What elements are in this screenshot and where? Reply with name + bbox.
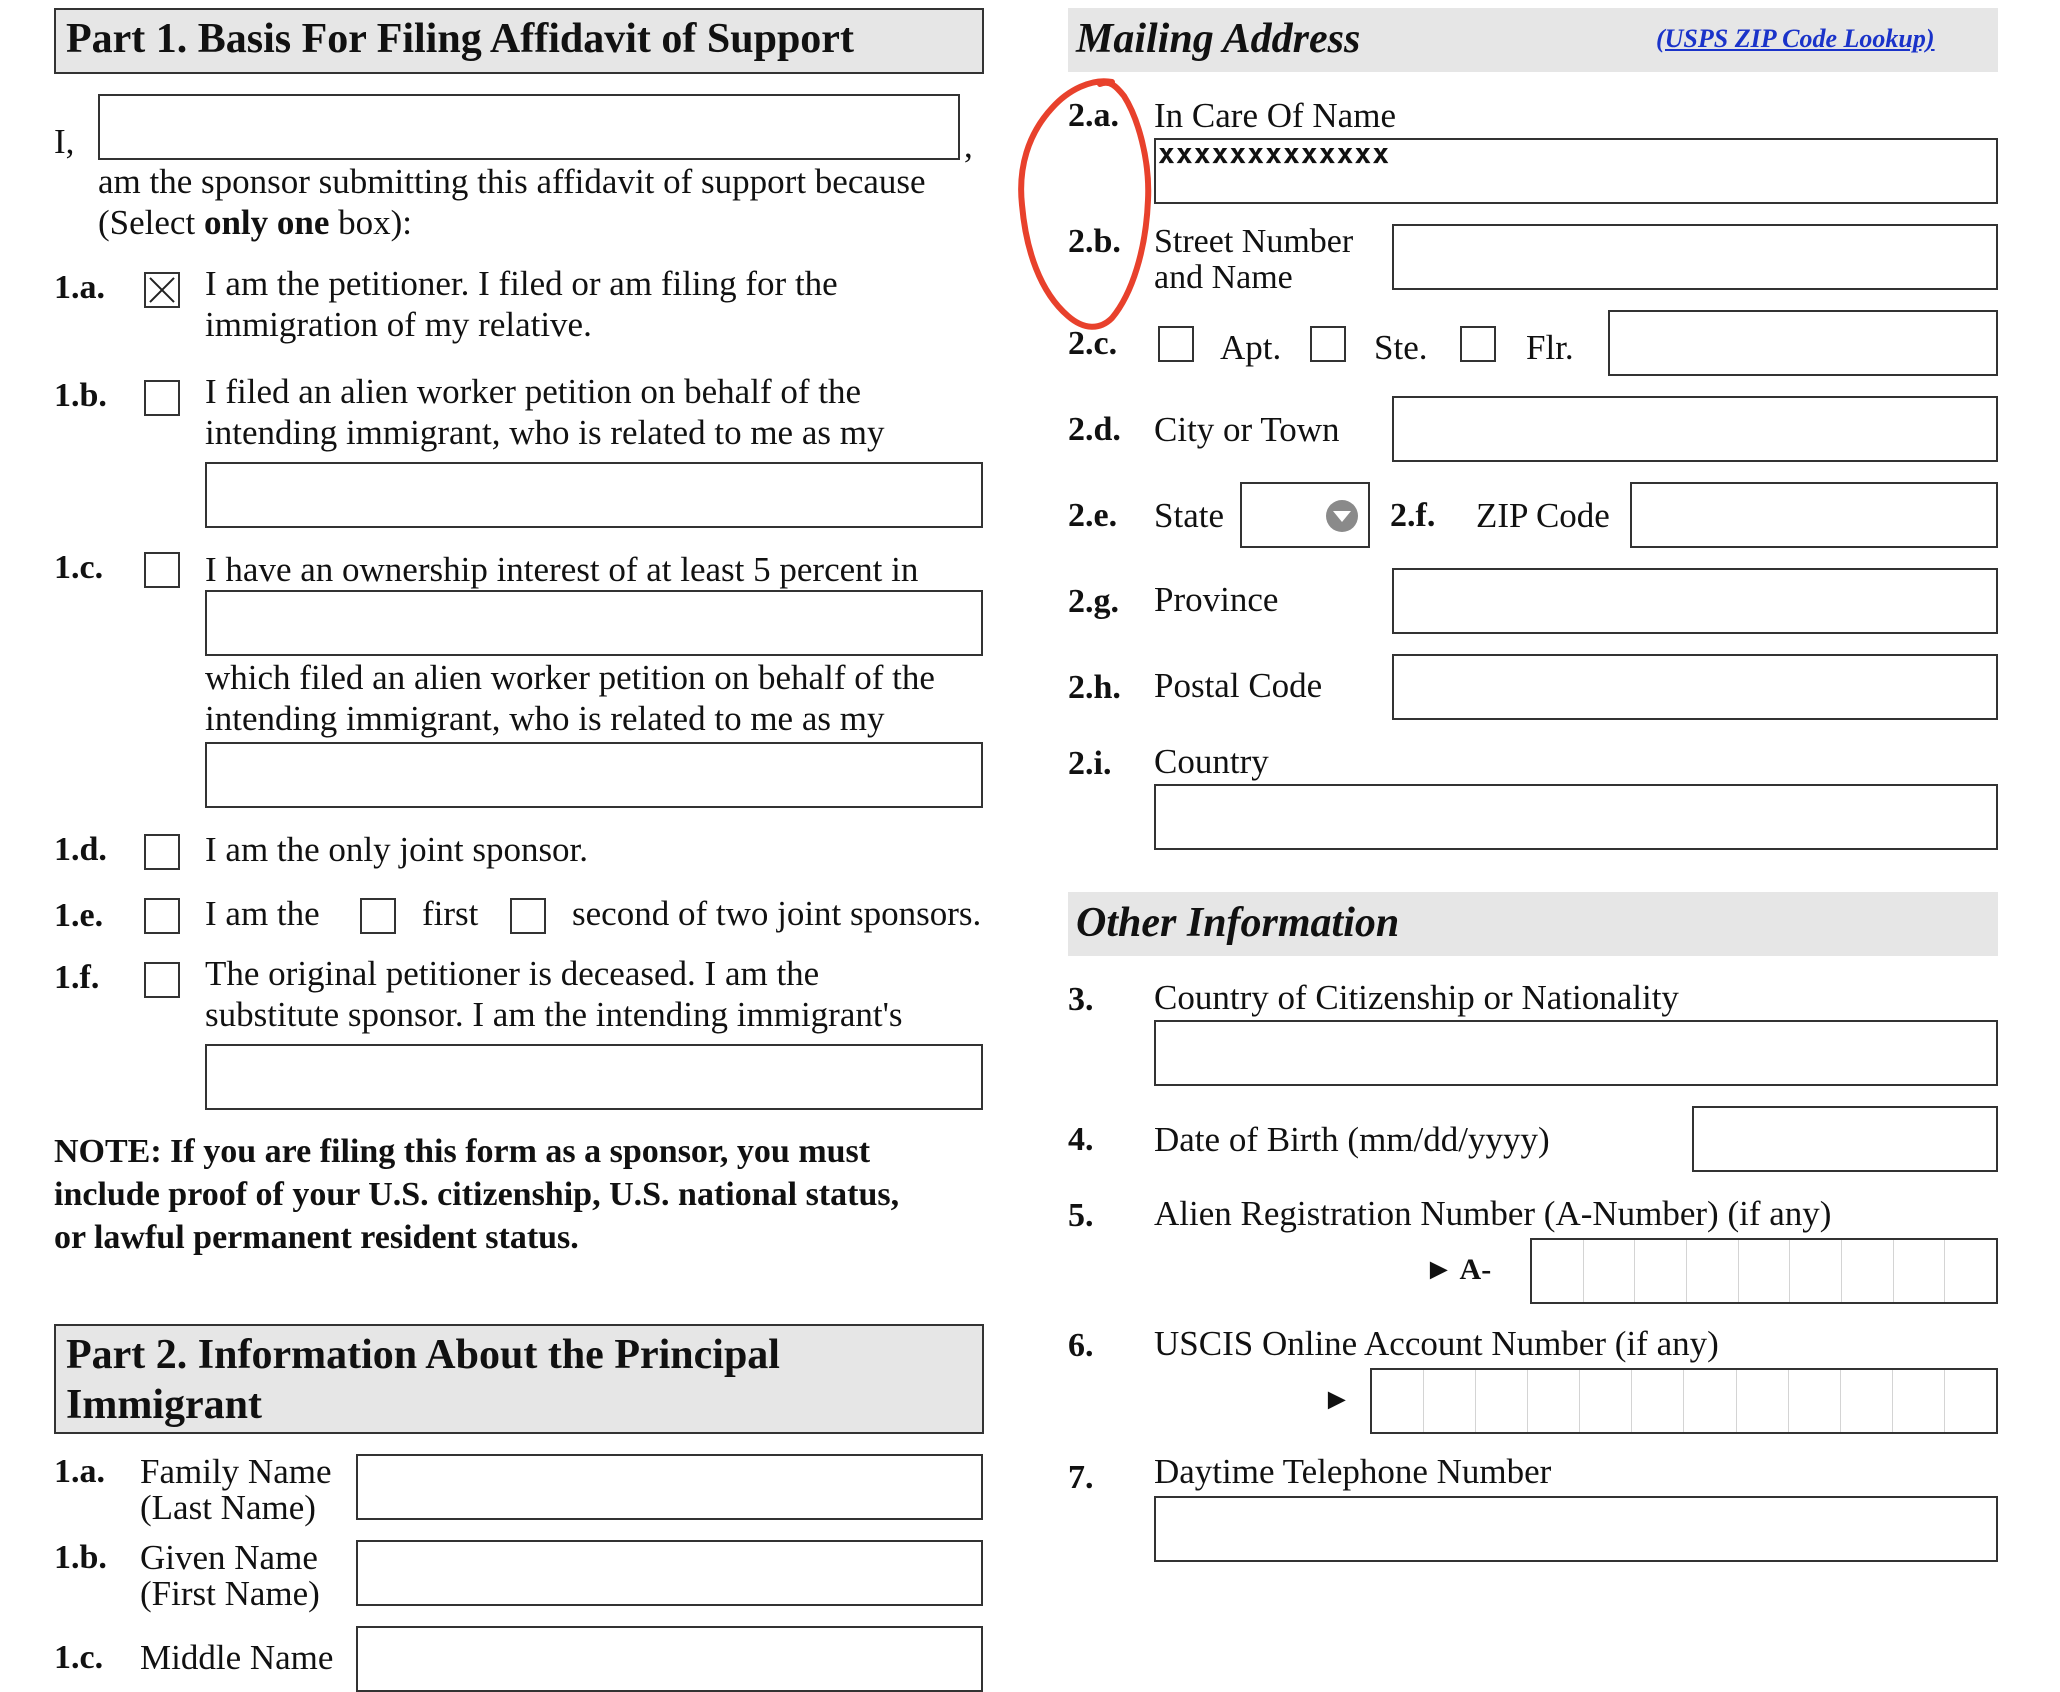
citizenship-number: 3. (1068, 981, 1094, 1018)
company-1c-input[interactable] (205, 590, 983, 656)
only-joint-sponsor-checkbox[interactable] (144, 834, 180, 870)
state-label: State (1154, 496, 1224, 535)
in-care-of-input[interactable] (1154, 138, 1998, 204)
apt-checkbox[interactable] (1158, 326, 1194, 362)
given-name-sublabel: (First Name) (140, 1574, 320, 1613)
note-line1: NOTE: If you are filing this form as a sponsor, you must (54, 1133, 871, 1170)
state-select[interactable] (1240, 482, 1370, 548)
comma-label: , (964, 126, 973, 165)
sponsor-name-input[interactable] (98, 94, 960, 160)
country-input[interactable] (1154, 784, 1998, 850)
province-input[interactable] (1392, 568, 1998, 634)
intro-line2: (Select only one box): (98, 203, 413, 242)
p2-1c-number: 1.c. (54, 1639, 104, 1676)
citizenship-input[interactable] (1154, 1020, 1998, 1086)
i-label: I, (54, 122, 75, 161)
anumber-number: 5. (1068, 1197, 1094, 1234)
in-care-of-value: xxxxxxxxxxxxx (1158, 137, 1391, 170)
note-line2: include proof of your U.S. citizenship, U.S. national status, (54, 1176, 900, 1213)
item-1b-number: 1.b. (54, 377, 107, 414)
p2-1b-number: 1.b. (54, 1539, 107, 1576)
given-name-input[interactable] (356, 1540, 983, 1606)
part2-header (54, 1324, 984, 1434)
province-label: Province (1154, 580, 1279, 619)
item-1e-text-c: second of two joint sponsors. (572, 894, 982, 933)
item-1c-line2: which filed an alien worker petition on behalf of the (205, 658, 935, 697)
family-name-label: Family Name (140, 1452, 332, 1491)
phone-number: 7. (1068, 1459, 1094, 1496)
item-1b-line2: intending immigrant, who is related to me as my (205, 413, 885, 452)
citizenship-label: Country of Citizenship or Nationality (1154, 978, 1679, 1017)
street-sublabel: and Name (1154, 259, 1293, 296)
relationship-1f-input[interactable] (205, 1044, 983, 1110)
ownership-checkbox[interactable] (144, 552, 180, 588)
city-input[interactable] (1392, 396, 1998, 462)
ste-checkbox[interactable] (1310, 326, 1346, 362)
anumber-label: Alien Registration Number (A-Number) (if any) (1154, 1194, 1832, 1233)
state-number: 2.e. (1068, 497, 1118, 534)
petitioner-checkbox[interactable] (144, 272, 180, 308)
item-1e-text-b: first (422, 894, 479, 933)
zip-number: 2.f. (1390, 497, 1436, 534)
street-number: 2.b. (1068, 223, 1121, 260)
alien-worker-checkbox[interactable] (144, 380, 180, 416)
apt-label: Apt. (1220, 328, 1282, 367)
postal-input[interactable] (1392, 654, 1998, 720)
part2-header-line1: Part 2. Information About the Principal (66, 1332, 780, 1378)
mailing-address-header: Mailing Address (1068, 8, 1998, 72)
middle-name-input[interactable] (356, 1626, 983, 1692)
country-label: Country (1154, 742, 1269, 781)
chevron-down-icon (1326, 500, 1358, 532)
zip-label: ZIP Code (1476, 496, 1610, 535)
middle-name-label: Middle Name (140, 1638, 334, 1677)
unit-input[interactable] (1608, 310, 1998, 376)
part2-header-line2: Immigrant (66, 1382, 262, 1428)
item-1e-number: 1.e. (54, 897, 104, 934)
flr-label: Flr. (1526, 328, 1574, 367)
uscis-account-input[interactable] (1370, 1368, 1998, 1434)
city-label: City or Town (1154, 410, 1340, 449)
dob-label: Date of Birth (mm/dd/yyyy) (1154, 1120, 1550, 1159)
first-sponsor-checkbox[interactable] (360, 898, 396, 934)
dob-input[interactable] (1692, 1106, 1998, 1172)
part1-header: Part 1. Basis For Filing Affidavit of Support (54, 8, 984, 74)
uscis-label: USCIS Online Account Number (if any) (1154, 1324, 1719, 1363)
intro-line1: am the sponsor submitting this affidavit of support because (98, 162, 926, 201)
phone-input[interactable] (1154, 1496, 1998, 1562)
anumber-input[interactable] (1530, 1238, 1998, 1304)
city-number: 2.d. (1068, 411, 1121, 448)
item-1c-line1: I have an ownership interest of at least 5 percent in (205, 550, 919, 589)
item-1f-line1: The original petitioner is deceased. I am the (205, 954, 820, 993)
phone-label: Daytime Telephone Number (1154, 1452, 1552, 1491)
item-1d-number: 1.d. (54, 831, 107, 868)
in-care-of-number: 2.a. (1068, 97, 1119, 134)
relationship-1b-input[interactable] (205, 462, 983, 528)
second-sponsor-checkbox[interactable] (510, 898, 546, 934)
ste-label: Ste. (1374, 328, 1428, 367)
item-1e-text-a: I am the (205, 894, 320, 933)
flr-checkbox[interactable] (1460, 326, 1496, 362)
dob-number: 4. (1068, 1121, 1094, 1158)
item-1b-line1: I filed an alien worker petition on behalf of the (205, 372, 862, 411)
item-1a-number: 1.a. (54, 269, 105, 306)
given-name-label: Given Name (140, 1538, 318, 1577)
joint-sponsor-checkbox[interactable] (144, 898, 180, 934)
family-name-sublabel: (Last Name) (140, 1488, 316, 1527)
country-number: 2.i. (1068, 745, 1112, 782)
zip-input[interactable] (1630, 482, 1998, 548)
street-input[interactable] (1392, 224, 1998, 290)
family-name-input[interactable] (356, 1454, 983, 1520)
province-number: 2.g. (1068, 583, 1119, 620)
item-1f-line2: substitute sponsor. I am the intending immigrant's (205, 995, 903, 1034)
item-1a-line2: immigration of my relative. (205, 305, 592, 344)
item-1c-line3: intending immigrant, who is related to me as my (205, 699, 885, 738)
uscis-number: 6. (1068, 1327, 1094, 1364)
other-information-header: Other Information (1068, 892, 1998, 956)
unit-number: 2.c. (1068, 325, 1118, 362)
usps-zip-lookup-link[interactable]: (USPS ZIP Code Lookup) (1656, 24, 1935, 53)
note-line3: or lawful permanent resident status. (54, 1219, 579, 1256)
item-1f-number: 1.f. (54, 959, 100, 996)
anumber-prefix: ► A- (1424, 1253, 1492, 1286)
substitute-sponsor-checkbox[interactable] (144, 962, 180, 998)
postal-label: Postal Code (1154, 666, 1323, 705)
item-1d-line1: I am the only joint sponsor. (205, 830, 589, 869)
uscis-prefix: ► (1322, 1383, 1352, 1416)
item-1a-line1: I am the petitioner. I filed or am filing for the (205, 264, 838, 303)
item-1c-number: 1.c. (54, 549, 104, 586)
in-care-of-label: In Care Of Name (1154, 96, 1396, 135)
p2-1a-number: 1.a. (54, 1453, 105, 1490)
relationship-1c-input[interactable] (205, 742, 983, 808)
postal-number: 2.h. (1068, 669, 1121, 706)
street-label: Street Number (1154, 223, 1354, 260)
